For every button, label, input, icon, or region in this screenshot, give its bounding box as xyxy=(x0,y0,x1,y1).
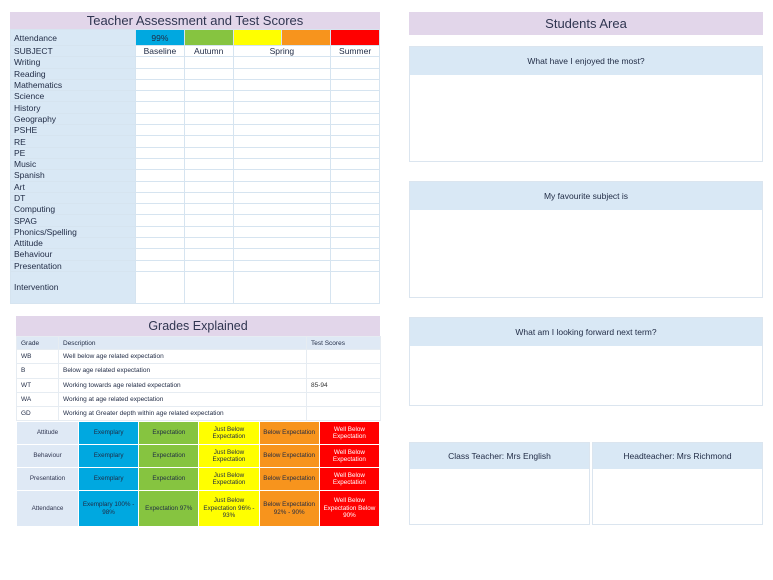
grade-test-score: 85-94 xyxy=(307,378,381,392)
score-cell[interactable] xyxy=(136,238,185,249)
score-cell[interactable] xyxy=(136,271,185,303)
subject-row xyxy=(11,215,380,226)
subject-row xyxy=(11,91,380,102)
score-cell[interactable] xyxy=(136,136,185,147)
subject-label: PE xyxy=(11,147,136,158)
behaviour-level-cell: Expectation xyxy=(139,468,199,491)
subject-row xyxy=(11,170,380,181)
score-cell[interactable] xyxy=(136,181,185,192)
behaviour-level-cell: Expectation 97% xyxy=(139,491,199,527)
attendance-label: Attendance xyxy=(11,30,136,46)
grade-description: Working at age related expectation xyxy=(59,392,307,406)
subject-row xyxy=(11,136,380,147)
score-cell[interactable] xyxy=(331,57,380,68)
score-cell[interactable] xyxy=(184,260,233,271)
subject-header: SUBJECT xyxy=(11,46,136,57)
headteacher-box[interactable] xyxy=(592,442,763,525)
attendance-value[interactable]: 99% xyxy=(136,30,185,46)
score-cell[interactable] xyxy=(233,68,331,79)
score-cell[interactable] xyxy=(233,204,331,215)
score-cell[interactable] xyxy=(331,192,380,203)
score-cell[interactable] xyxy=(331,125,380,136)
behaviour-level-cell: Well Below Expectation Below 90% xyxy=(319,491,379,527)
behaviour-key-table xyxy=(16,421,380,527)
subject-label: History xyxy=(11,102,136,113)
behaviour-level-cell: Exemplary 100% - 98% xyxy=(79,491,139,527)
subject-row xyxy=(11,192,380,203)
behaviour-level-cell: Exemplary xyxy=(79,422,139,445)
subject-label: Geography xyxy=(11,113,136,124)
score-cell[interactable] xyxy=(184,271,233,303)
subject-row xyxy=(11,238,380,249)
score-cell[interactable] xyxy=(184,249,233,260)
column-header-spring: Spring xyxy=(233,46,331,57)
score-cell[interactable] xyxy=(136,125,185,136)
grade-description: Working at Greater depth within age related expectation xyxy=(59,407,307,421)
score-cell[interactable] xyxy=(184,170,233,181)
subject-label: Science xyxy=(11,91,136,102)
subject-label: Presentation xyxy=(11,260,136,271)
score-cell[interactable] xyxy=(331,91,380,102)
assessment-header-row xyxy=(11,46,380,57)
headteacher-label: Headteacher: Mrs Richmond xyxy=(593,443,762,469)
score-cell[interactable] xyxy=(136,147,185,158)
teacher-assessment-title: Teacher Assessment and Test Scores xyxy=(10,12,380,29)
score-cell[interactable] xyxy=(331,260,380,271)
grade-code: GD xyxy=(17,407,59,421)
behaviour-level-cell: Below Expectation xyxy=(259,468,319,491)
subject-label: Reading xyxy=(11,68,136,79)
score-cell[interactable] xyxy=(331,102,380,113)
score-cell[interactable] xyxy=(136,68,185,79)
behaviour-level-cell: Well Below Expectation xyxy=(319,445,379,468)
score-cell[interactable] xyxy=(184,158,233,169)
score-cell[interactable] xyxy=(233,136,331,147)
score-cell[interactable] xyxy=(233,79,331,90)
grades-explained-section xyxy=(16,316,380,421)
grade-row xyxy=(17,364,381,378)
score-cell[interactable] xyxy=(233,215,331,226)
subject-label: Spanish xyxy=(11,170,136,181)
behaviour-level-cell: Well Below Expectation xyxy=(319,422,379,445)
score-cell[interactable] xyxy=(233,192,331,203)
subject-row xyxy=(11,260,380,271)
score-cell[interactable] xyxy=(184,125,233,136)
score-cell[interactable] xyxy=(331,170,380,181)
score-cell[interactable] xyxy=(331,147,380,158)
score-cell[interactable] xyxy=(233,158,331,169)
subject-label: Mathematics xyxy=(11,79,136,90)
subject-row xyxy=(11,68,380,79)
score-cell[interactable] xyxy=(331,271,380,303)
score-cell[interactable] xyxy=(184,181,233,192)
subject-label: Music xyxy=(11,158,136,169)
grade-code: WA xyxy=(17,392,59,406)
score-cell[interactable] xyxy=(136,215,185,226)
score-cell[interactable] xyxy=(184,57,233,68)
attendance-swatch-orange xyxy=(282,30,331,46)
score-cell[interactable] xyxy=(136,91,185,102)
subject-rows xyxy=(11,57,380,272)
behaviour-level-cell: Exemplary xyxy=(79,445,139,468)
grade-description: Well below age related expectation xyxy=(59,350,307,364)
score-cell[interactable] xyxy=(136,79,185,90)
behaviour-level-cell: Below Expectation xyxy=(259,445,319,468)
behaviour-row-label: Behaviour xyxy=(17,445,79,468)
behaviour-level-cell: Expectation xyxy=(139,445,199,468)
grade-row xyxy=(17,378,381,392)
score-cell[interactable] xyxy=(331,181,380,192)
score-cell[interactable] xyxy=(184,91,233,102)
score-cell[interactable] xyxy=(136,170,185,181)
score-cell[interactable] xyxy=(136,260,185,271)
subject-label: PSHE xyxy=(11,125,136,136)
subject-row xyxy=(11,204,380,215)
score-cell[interactable] xyxy=(184,226,233,237)
teacher-assessment-section xyxy=(10,12,380,304)
grade-header: Grade xyxy=(17,337,59,350)
test-scores-header: Test Scores xyxy=(307,337,381,350)
score-cell[interactable] xyxy=(136,249,185,260)
column-header-baseline: Baseline xyxy=(136,46,185,57)
score-cell[interactable] xyxy=(331,204,380,215)
behaviour-row xyxy=(17,422,380,445)
subject-label: SPAG xyxy=(11,215,136,226)
score-cell[interactable] xyxy=(331,215,380,226)
behaviour-level-cell: Below Expectation xyxy=(259,422,319,445)
behaviour-level-cell: Just Below Expectation xyxy=(199,422,259,445)
subject-label: Writing xyxy=(11,57,136,68)
subject-row xyxy=(11,79,380,90)
column-header-summer: Summer xyxy=(331,46,380,57)
score-cell[interactable] xyxy=(233,170,331,181)
score-cell[interactable] xyxy=(331,226,380,237)
behaviour-level-cell: Well Below Expectation xyxy=(319,468,379,491)
score-cell[interactable] xyxy=(136,192,185,203)
subject-label: Attitude xyxy=(11,238,136,249)
behaviour-row-label: Attitude xyxy=(17,422,79,445)
panel-favourite-subject-heading: My favourite subject is xyxy=(410,182,762,210)
behaviour-level-cell: Expectation xyxy=(139,422,199,445)
score-cell[interactable] xyxy=(331,158,380,169)
subject-row xyxy=(11,57,380,68)
behaviour-level-cell: Below Expectation 92% - 90% xyxy=(259,491,319,527)
score-cell[interactable] xyxy=(184,204,233,215)
grade-test-score: Below 80 xyxy=(307,350,381,364)
grade-test-score: 80 – 84 xyxy=(307,364,381,378)
grades-explained-title: Grades Explained xyxy=(16,316,380,336)
behaviour-level-cell: Exemplary xyxy=(79,468,139,491)
grade-row xyxy=(17,407,381,421)
score-cell[interactable] xyxy=(233,238,331,249)
subject-label: RE xyxy=(11,136,136,147)
students-area-title: Students Area xyxy=(409,12,763,35)
score-cell[interactable] xyxy=(331,68,380,79)
subject-label: DT xyxy=(11,192,136,203)
score-cell[interactable] xyxy=(184,136,233,147)
score-cell[interactable] xyxy=(184,238,233,249)
attendance-swatch-red xyxy=(331,30,380,46)
subject-label: Behaviour xyxy=(11,249,136,260)
score-cell[interactable] xyxy=(331,113,380,124)
class-teacher-box[interactable] xyxy=(409,442,590,525)
score-cell[interactable] xyxy=(136,158,185,169)
subject-row xyxy=(11,158,380,169)
score-cell[interactable] xyxy=(184,68,233,79)
grade-row xyxy=(17,350,381,364)
subject-row xyxy=(11,113,380,124)
behaviour-key-section xyxy=(16,421,380,527)
behaviour-level-cell: Just Below Expectation xyxy=(199,468,259,491)
score-cell[interactable] xyxy=(233,147,331,158)
subject-row xyxy=(11,249,380,260)
score-cell[interactable] xyxy=(184,102,233,113)
score-cell[interactable] xyxy=(184,113,233,124)
attendance-row xyxy=(11,30,380,46)
class-teacher-label: Class Teacher: Mrs English xyxy=(410,443,589,469)
score-cell[interactable] xyxy=(184,147,233,158)
grade-row xyxy=(17,392,381,406)
panel-looking-forward-heading: What am I looking forward next term? xyxy=(410,318,762,346)
grades-table xyxy=(16,336,381,421)
subject-row xyxy=(11,181,380,192)
score-cell[interactable] xyxy=(233,113,331,124)
grade-test-score: 115+ xyxy=(307,407,381,421)
score-cell[interactable] xyxy=(331,249,380,260)
score-cell[interactable] xyxy=(233,57,331,68)
score-cell[interactable] xyxy=(233,226,331,237)
grades-header-row xyxy=(17,337,381,350)
score-cell[interactable] xyxy=(331,136,380,147)
behaviour-row-label: Attendance xyxy=(17,491,79,527)
score-cell[interactable] xyxy=(184,215,233,226)
panel-looking-forward[interactable] xyxy=(409,317,763,406)
panel-enjoyed-most-heading: What have I enjoyed the most? xyxy=(410,47,762,75)
behaviour-level-cell: Just Below Expectation 96% - 93% xyxy=(199,491,259,527)
behaviour-row xyxy=(17,468,380,491)
behaviour-level-cell: Just Below Expectation xyxy=(199,445,259,468)
assessment-table xyxy=(10,29,380,304)
subject-row xyxy=(11,102,380,113)
score-cell[interactable] xyxy=(136,113,185,124)
grade-code: WT xyxy=(17,378,59,392)
score-cell[interactable] xyxy=(136,57,185,68)
description-header: Description xyxy=(59,337,307,350)
subject-label: Phonics/Spelling xyxy=(11,226,136,237)
score-cell[interactable] xyxy=(233,260,331,271)
attendance-swatch-yellow xyxy=(233,30,282,46)
score-cell[interactable] xyxy=(233,91,331,102)
behaviour-rows xyxy=(17,422,380,527)
panel-favourite-subject[interactable] xyxy=(409,181,763,298)
intervention-label: Intervention xyxy=(11,271,136,303)
subject-row xyxy=(11,226,380,237)
score-cell[interactable] xyxy=(331,79,380,90)
score-cell[interactable] xyxy=(136,204,185,215)
column-header-autumn: Autumn xyxy=(184,46,233,57)
attendance-swatch-green xyxy=(184,30,233,46)
score-cell[interactable] xyxy=(136,226,185,237)
score-cell[interactable] xyxy=(233,181,331,192)
score-cell[interactable] xyxy=(233,271,331,303)
grade-description: Below age related expectation xyxy=(59,364,307,378)
score-cell[interactable] xyxy=(184,192,233,203)
panel-enjoyed-most[interactable] xyxy=(409,46,763,162)
behaviour-row-label: Presentation xyxy=(17,468,79,491)
grade-code: WB xyxy=(17,350,59,364)
score-cell[interactable] xyxy=(233,249,331,260)
subject-row xyxy=(11,125,380,136)
score-cell[interactable] xyxy=(233,102,331,113)
behaviour-row xyxy=(17,491,380,527)
grade-rows xyxy=(17,350,381,421)
grade-code: B xyxy=(17,364,59,378)
behaviour-row xyxy=(17,445,380,468)
subject-row xyxy=(11,147,380,158)
score-cell[interactable] xyxy=(184,79,233,90)
subject-label: Computing xyxy=(11,204,136,215)
grade-test-score: 95 – 114 xyxy=(307,392,381,406)
subject-label: Art xyxy=(11,181,136,192)
score-cell[interactable] xyxy=(233,125,331,136)
score-cell[interactable] xyxy=(136,102,185,113)
score-cell[interactable] xyxy=(331,238,380,249)
grade-description: Working towards age related expectation xyxy=(59,378,307,392)
intervention-row xyxy=(11,271,380,303)
